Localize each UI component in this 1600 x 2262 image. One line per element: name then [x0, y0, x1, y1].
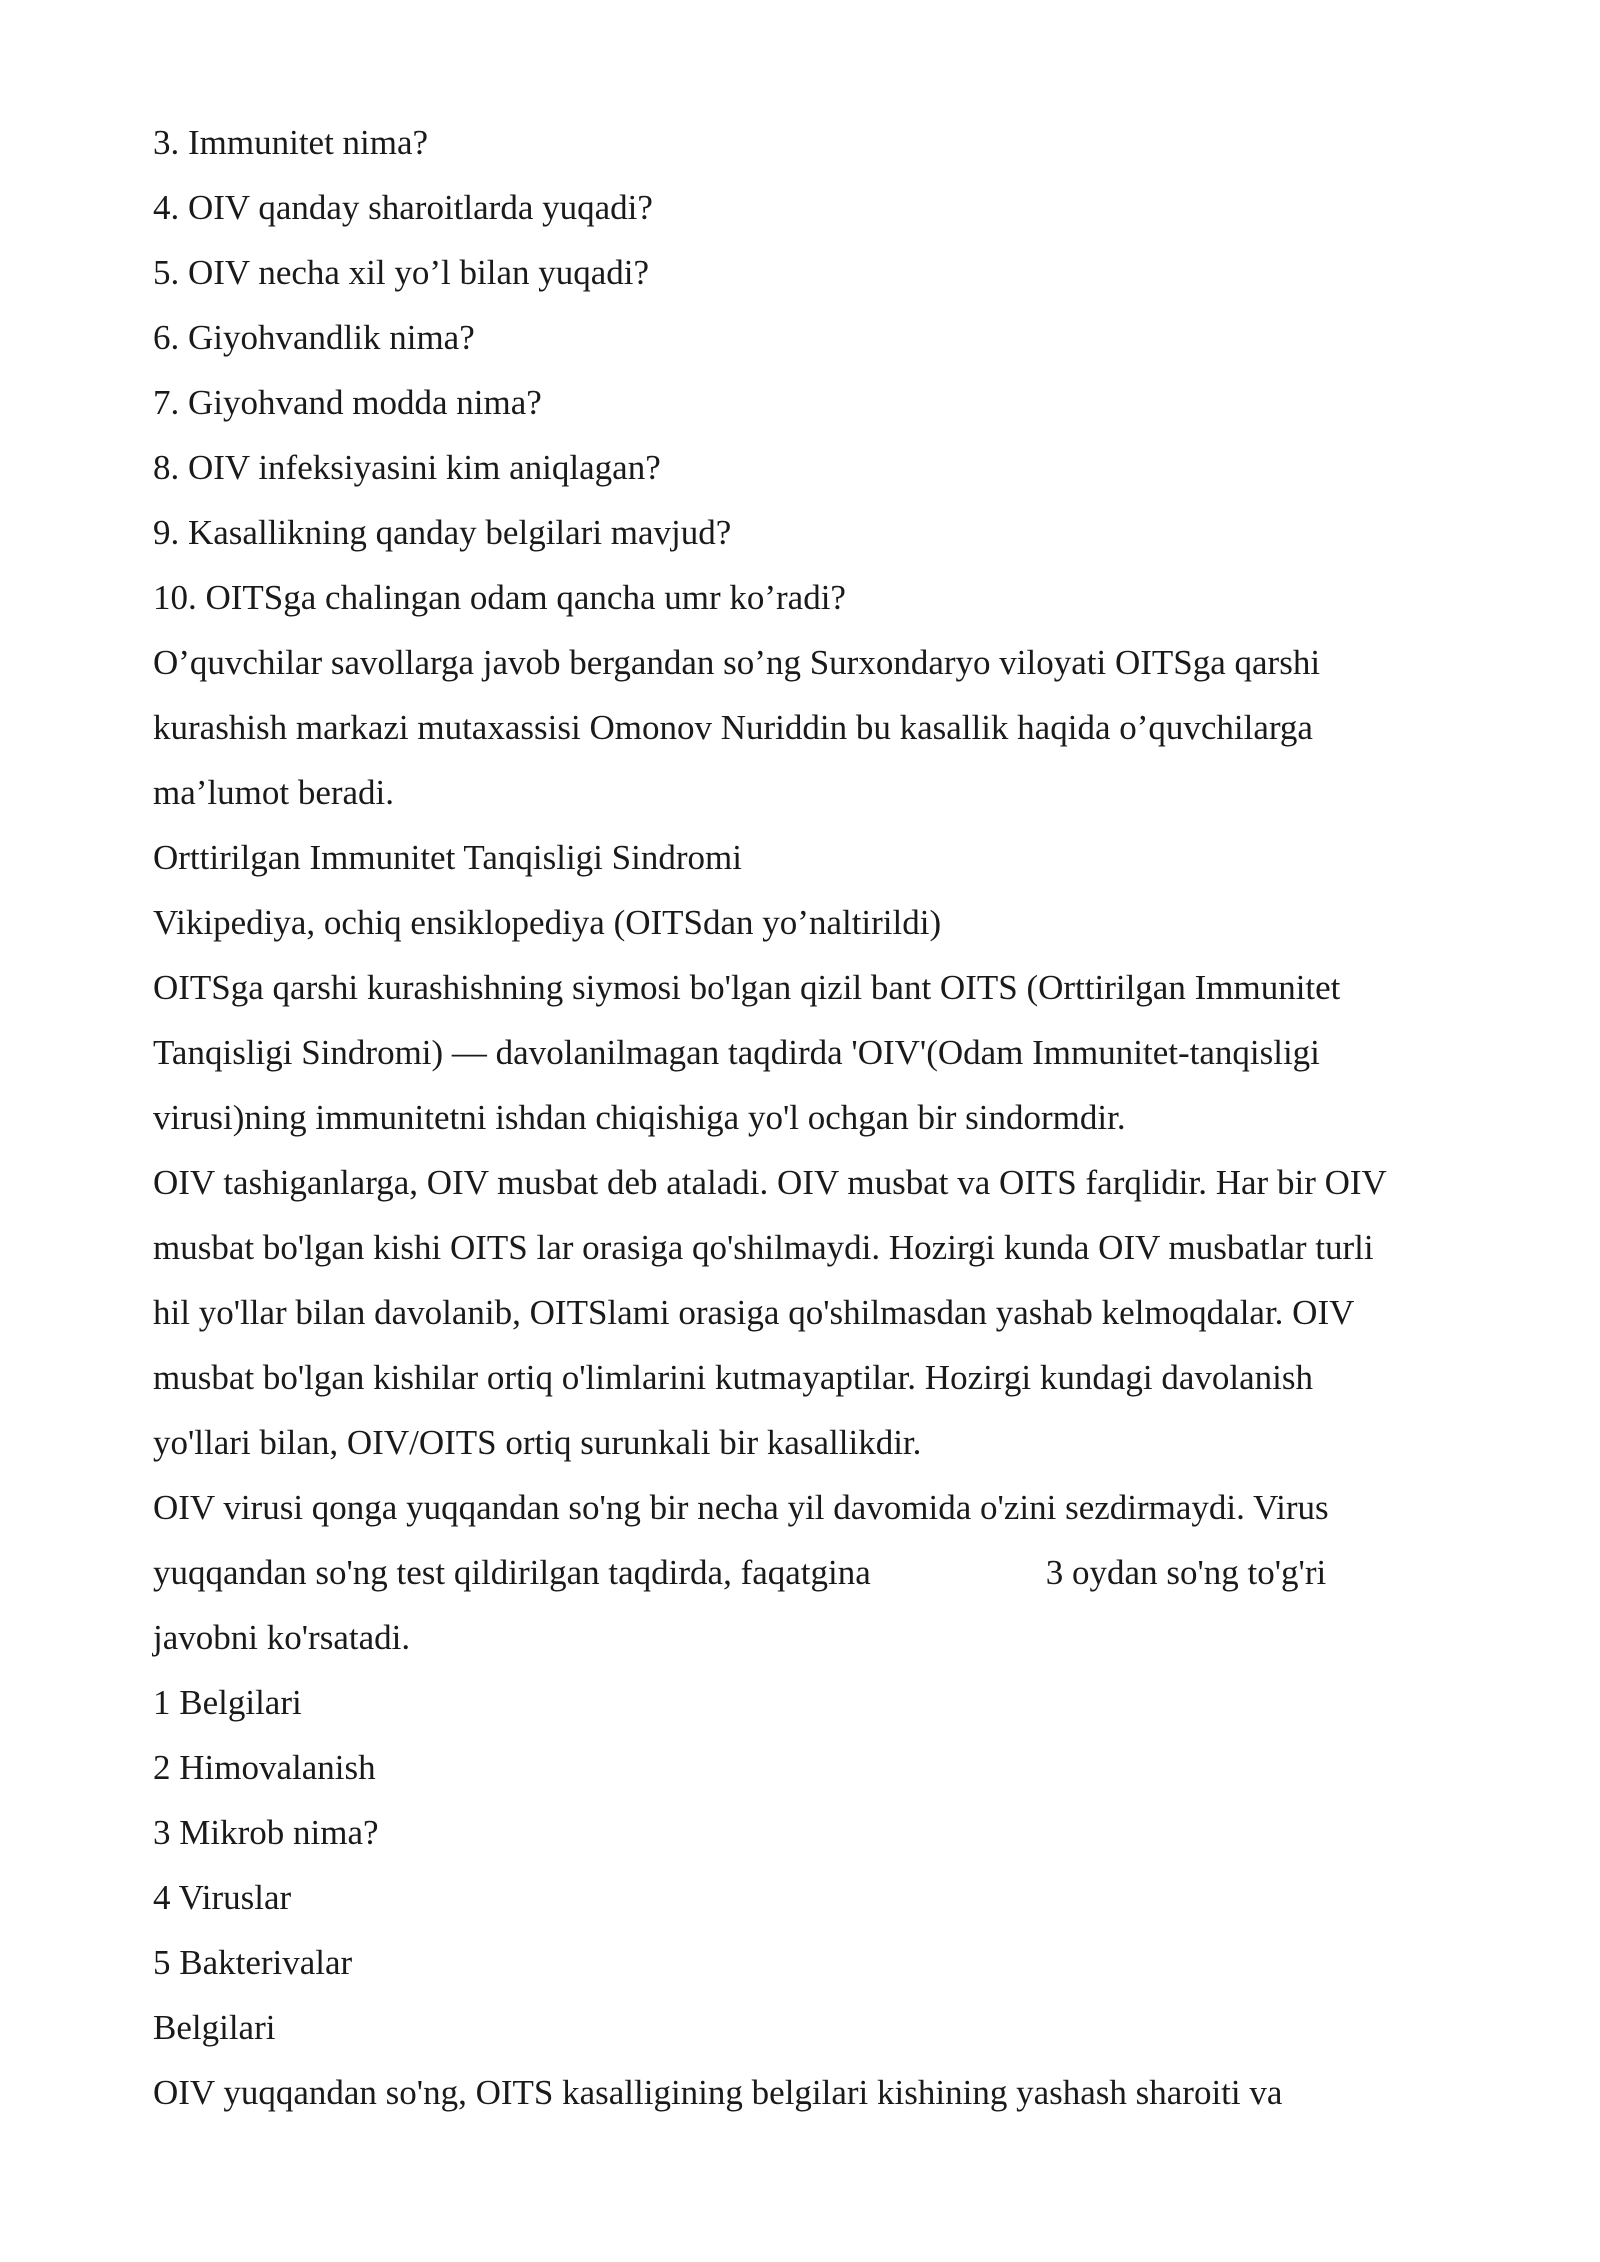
topic-list — [153, 1670, 1503, 1995]
paragraph-line: musbat bo'lgan kishilar ortiq o'limlarini kutmayaptilar. Hozirgi kundagi davolanish — [153, 1358, 1313, 1397]
paragraph-line: virusi)ning immunitetni ishdan chiqishiga yo'l ochgan bir sindormdir. — [153, 1098, 1126, 1137]
definition-paragraph — [153, 955, 1503, 1150]
question-item: 6. Giyohvandlik nima? — [153, 318, 475, 357]
question-item: 10. OITSga chalingan odam qancha umr ko’radi? — [153, 578, 846, 617]
question-item: 9. Kasallikning qanday belgilari mavjud? — [153, 513, 732, 552]
topic-item: 4 Viruslar — [153, 1878, 292, 1917]
article-source: Vikipediya, ochiq ensiklopediya (OITSdan yo’naltirildi) — [153, 903, 942, 942]
intro-paragraph — [153, 630, 1503, 825]
paragraph-line: OIV tashiganlarga, OIV musbat deb ataladi. OIV musbat va OITS farqlidir. Har bir OIV — [153, 1163, 1387, 1202]
topic-item: 1 Belgilari — [153, 1683, 302, 1722]
paragraph-line-start: yuqqandan so'ng test qildirilgan taqdirda, faqatgina — [153, 1553, 871, 1592]
virus-paragraph — [153, 1475, 1503, 1670]
question-item: 8. OIV infeksiyasini kim aniqlagan? — [153, 448, 661, 487]
question-item: 5. OIV necha xil yo’l bilan yuqadi? — [153, 253, 650, 292]
article-title: Orttirilgan Immunitet Tanqisligi Sindromi — [153, 838, 742, 877]
paragraph-line: OIV virusi qonga yuqqandan so'ng bir necha yil davomida o'zini sezdirmaydi. Virus — [153, 1488, 1329, 1527]
question-item: 4. OIV qanday sharoitlarda yuqadi? — [153, 188, 653, 227]
paragraph-line: hil yo'llar bilan davolanib, OITSlami orasiga qo'shilmasdan yashab kelmoqdalar. OIV — [153, 1293, 1355, 1332]
paragraph-line: ma’lumot beradi. — [153, 773, 395, 812]
paragraph-line: yo'llari bilan, OIV/OITS ortiq surunkali bir kasallikdir. — [153, 1423, 922, 1462]
topic-item: 2 Himovalanish — [153, 1748, 376, 1787]
paragraph-line: musbat bo'lgan kishi OITS lar orasiga qo'shilmaydi. Hozirgi kunda OIV musbatlar turli — [153, 1228, 1374, 1267]
question-item: 3. Immunitet nima? — [153, 123, 429, 162]
paragraph-line-end: 3 oydan so'ng to'g'ri — [1045, 1553, 1327, 1592]
paragraph-line: O’quvchilar savollarga javob bergandan so’ng Surxondaryo viloyati OITSga qarshi — [153, 643, 1321, 682]
section-heading: Belgilari — [153, 2008, 276, 2047]
question-item: 7. Giyohvand modda nima? — [153, 383, 542, 422]
paragraph-line-split — [153, 1540, 1503, 1605]
paragraph-line: kurashish markazi mutaxassisi Omonov Nuriddin bu kasallik haqida o’quvchilarga — [153, 708, 1313, 747]
topic-item: 5 Bakterivalar — [153, 1943, 353, 1982]
hiv-positive-paragraph — [153, 1150, 1503, 1475]
document-body — [153, 110, 1503, 2125]
question-list — [153, 110, 1503, 630]
topic-item: 3 Mikrob nima? — [153, 1813, 379, 1852]
symptoms-line: OIV yuqqandan so'ng, OITS kasalligining belgilari kishining yashash sharoiti va — [153, 2073, 1283, 2112]
paragraph-line: javobni ko'rsatadi. — [153, 1618, 411, 1657]
paragraph-line: OITSga qarshi kurashishning siymosi bo'lgan qizil bant OITS (Orttirilgan Immunitet — [153, 968, 1341, 1007]
paragraph-line: Tanqisligi Sindromi) — davolanilmagan taqdirda 'OIV'(Odam Immunitet-tanqisligi — [153, 1033, 1320, 1072]
